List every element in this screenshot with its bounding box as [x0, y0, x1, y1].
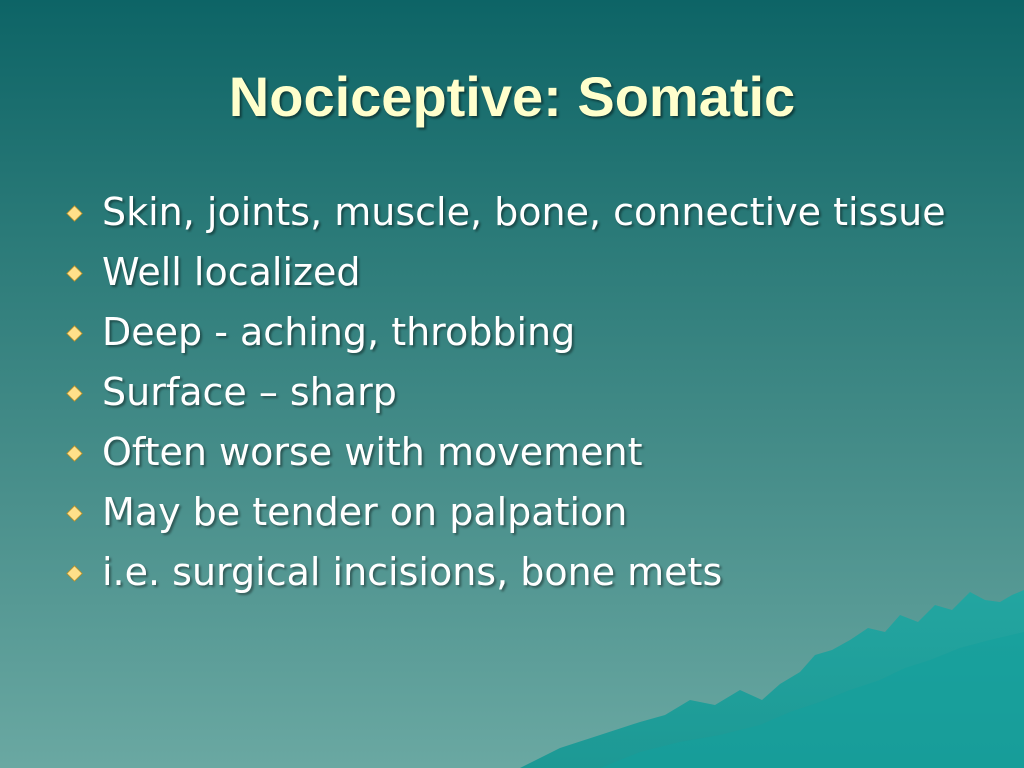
list-item [60, 368, 960, 416]
list-item [60, 188, 960, 236]
list-item [60, 248, 960, 296]
bullet-text: Surface – sharp [102, 370, 397, 414]
bullet-text: Often worse with movement [102, 430, 643, 474]
slide-title: Nociceptive: Somatic [228, 65, 796, 128]
diamond-bullet-icon [66, 505, 83, 522]
bullet-text: Skin, joints, muscle, bone, connective tissue [102, 190, 946, 234]
diamond-bullet-icon [66, 265, 83, 282]
list-item [60, 488, 960, 536]
bullet-text: Well localized [102, 250, 361, 294]
diamond-bullet-icon [66, 445, 83, 462]
list-item [60, 428, 960, 476]
bullet-list [60, 188, 960, 608]
diamond-bullet-icon [66, 565, 83, 582]
diamond-bullet-icon [66, 385, 83, 402]
diamond-bullet-icon [66, 205, 83, 222]
diamond-bullet-icon [66, 325, 83, 342]
bullet-text: i.e. surgical incisions, bone mets [102, 550, 723, 594]
bullet-text: Deep - aching, throbbing [102, 310, 576, 354]
list-item [60, 548, 960, 596]
bullet-text: May be tender on palpation [102, 490, 628, 534]
list-item [60, 308, 960, 356]
